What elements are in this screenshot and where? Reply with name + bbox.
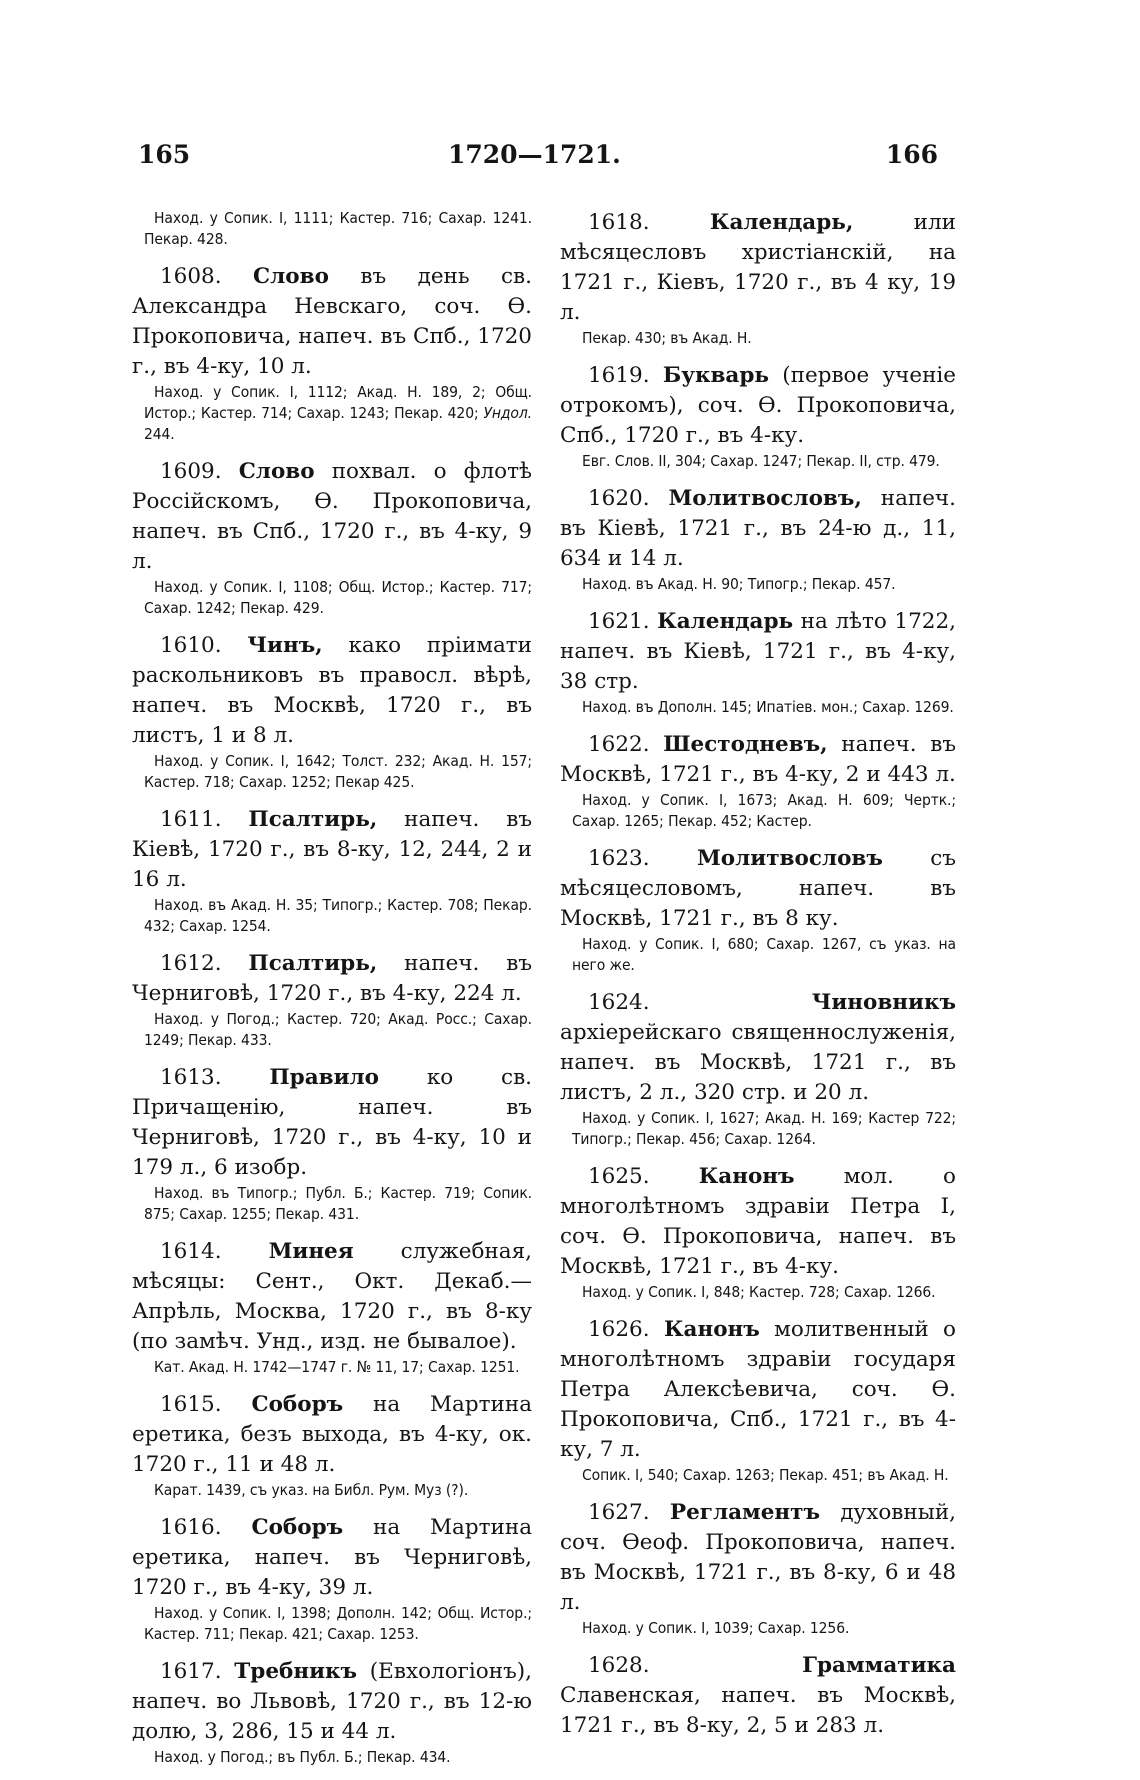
entry-title: Молитвословъ <box>696 846 883 871</box>
entry-1608 <box>132 262 532 445</box>
entry-title: Календарь, <box>709 210 854 235</box>
entry-1611 <box>132 805 532 937</box>
continued-entry <box>132 208 532 250</box>
entry-1619 <box>560 361 956 472</box>
entry-title: Соборъ <box>251 1515 344 1540</box>
entry-1618 <box>560 208 956 349</box>
entry-title: Чиновникъ <box>811 990 956 1015</box>
entry-text: на Мартина еретика, напеч. въ Черниговѣ, 1720 г., въ 4-ку, 39 л. <box>132 1515 533 1600</box>
entry-text: молитвенный о многолѣтномъ здравіи государя Петра Алексѣевича, соч. Ѳ. Прокоповича, Спб., 1721 г., въ 4-ку, 7 л. <box>560 1317 956 1462</box>
entry-title: Слово <box>238 459 315 484</box>
entry-number: 1610. <box>160 633 222 658</box>
entry-number: 1620. <box>588 486 650 511</box>
entry-note: Наход. у Погод.; Кастер. 720; Акад. Росс.; Сахар. 1249; Пекар. 433. <box>144 1010 532 1049</box>
entry-title: Канонъ <box>698 1164 795 1189</box>
entry-title: Соборъ <box>251 1392 344 1417</box>
entry-note: Наход. у Сопик. I, 1111; Кастер. 716; Сахар. 1241. Пекар. 428. <box>144 209 532 248</box>
entry-note: Сопик. I, 540; Сахар. 1263; Пекар. 451; въ Акад. Н. <box>582 1466 949 1484</box>
entry-text: напеч. въ Москвѣ, 1721 г., въ 4-ку, 2 и 443 л. <box>560 732 957 787</box>
entry-title: Шестодневъ, <box>663 732 828 757</box>
entry-1617 <box>132 1657 532 1768</box>
entry-note: Карат. 1439, съ указ. на Библ. Рум. Муз (?). <box>154 1481 469 1499</box>
entry-number: 1612. <box>160 951 222 976</box>
entry-title: Правило <box>269 1065 380 1090</box>
entry-title: Слово <box>253 264 329 289</box>
entry-text: въ день св. Александра Невскаго, соч. Ѳ. Прокоповича, напеч. въ Спб., 1720 г., въ 4-ку, 10 л. <box>132 264 532 379</box>
entry-1624 <box>560 988 956 1150</box>
entry-title: Чинъ, <box>247 633 323 658</box>
entry-1612 <box>132 949 532 1051</box>
entry-text: напеч. въ Черниговѣ, 1720 г., въ 4-ку, 224 л. <box>132 951 532 1006</box>
entry-title: Календарь <box>657 609 794 634</box>
entry-number: 1608. <box>160 264 222 289</box>
entry-1610 <box>132 631 532 793</box>
entry-text: (Евхологіонъ), напеч. во Львовѣ, 1720 г., въ 12-ю долю, 3, 286, 15 и 44 л. <box>132 1659 532 1744</box>
entry-number: 1626. <box>588 1317 650 1342</box>
entry-number: 1627. <box>588 1500 650 1525</box>
entry-text: похвал. о флотѣ Россійскомъ, Ѳ. Прокоповича, напеч. въ Спб., 1720 г., въ 4-ку, 9 л. <box>132 459 532 574</box>
entry-note: Наход. у Сопик. I, 1112; Акад. Н. 189, 2; Общ. Истор.; Кастер. 714; Сахар. 1243; Пекар. 420; <box>144 383 532 422</box>
entry-text: духовный, соч. Ѳеоф. Прокоповича, напеч. въ Москвѣ, 1721 г., въ 8-ку, 6 и 48 л. <box>560 1500 956 1615</box>
entry-note: Наход. у Сопик. I, 680; Сахар. 1267, съ указ. на него же. <box>572 935 956 974</box>
entry-1620 <box>560 484 956 595</box>
entry-number: 1616. <box>160 1515 222 1540</box>
entry-note: Евг. Слов. II, 304; Сахар. 1247; Пекар. II, стр. 479. <box>582 452 940 470</box>
entry-1628 <box>560 1651 956 1741</box>
entry-note-end: 244. <box>144 425 175 443</box>
entry-text: напеч. въ Кіевѣ, 1720 г., въ 8-ку, 12, 244, 2 и 16 л. <box>132 807 532 892</box>
entry-1627 <box>560 1498 956 1639</box>
entry-text: мол. о многолѣтномъ здравіи Петра I, соч. Ѳ. Прокоповича, напеч. въ Москвѣ, 1721 г., въ 4-ку. <box>560 1164 956 1279</box>
entry-1615 <box>132 1390 532 1501</box>
entry-title: Минея <box>268 1239 354 1264</box>
right-column <box>560 208 956 1753</box>
page-number-left: 165 <box>138 140 191 169</box>
entry-note: Наход. у Сопик. I, 1673; Акад. Н. 609; Чертк.; Сахар. 1265; Пекар. 452; Кастер. <box>572 791 956 830</box>
entry-number: 1625. <box>588 1164 650 1189</box>
entry-number: 1615. <box>160 1392 222 1417</box>
left-column <box>132 208 532 1780</box>
entry-text: на лѣто 1722, напеч. въ Кіевѣ, 1721 г., въ 4-ку, 38 стр. <box>560 609 956 694</box>
page-number-right: 166 <box>885 140 938 169</box>
entry-note: Наход. въ Типогр.; Публ. Б.; Кастер. 719; Сопик. 875; Сахар. 1255; Пекар. 431. <box>144 1184 532 1223</box>
entry-title: Канонъ <box>663 1317 760 1342</box>
entry-number: 1613. <box>160 1065 222 1090</box>
entry-note-italic: Ундол. <box>483 404 532 422</box>
entry-number: 1628. <box>588 1653 650 1678</box>
page-header <box>138 140 938 176</box>
entry-1626 <box>560 1315 956 1486</box>
entry-1623 <box>560 844 956 976</box>
entry-text: (первое ученіе отрокомъ), соч. Ѳ. Прокоповича, Спб., 1720 г., въ 4-ку. <box>560 363 956 448</box>
entry-note: Наход. въ Дополн. 145; Ипатіев. мон.; Сахар. 1269. <box>582 698 954 716</box>
entry-1622 <box>560 730 956 832</box>
entry-number: 1617. <box>160 1659 222 1684</box>
entry-text: Славенская, напеч. въ Москвѣ, 1721 г., въ 8-ку, 2, 5 и 283 л. <box>560 1683 956 1738</box>
entry-1625 <box>560 1162 956 1303</box>
entry-note: Наход. у Сопик. I, 1398; Дополн. 142; Общ. Истор.; Кастер. 711; Пекар. 421; Сахар. 1253. <box>144 1604 532 1643</box>
entry-note: Кат. Акад. Н. 1742—1747 г. № 11, 17; Сахар. 1251. <box>154 1358 520 1376</box>
entry-1613 <box>132 1063 532 1225</box>
entry-note: Наход. въ Акад. Н. 35; Типогр.; Кастер. 708; Пекар. 432; Сахар. 1254. <box>144 896 532 935</box>
entry-number: 1623. <box>588 846 650 871</box>
entry-number: 1611. <box>160 807 222 832</box>
entry-text: како пріимати раскольниковъ въ правосл. вѣрѣ, напеч. въ Москвѣ, 1720 г., въ листъ, 1 и 8 л. <box>132 633 532 748</box>
entry-note: Пекар. 430; въ Акад. Н. <box>582 329 752 347</box>
entry-number: 1621. <box>588 609 650 634</box>
entry-title: Букварь <box>662 363 769 388</box>
entry-number: 1614. <box>160 1239 222 1264</box>
entry-title: Грамматика <box>802 1653 956 1678</box>
entry-text: служебная, мѣсяцы: Сент., Окт. Декаб.—Апрѣль, Москва, 1720 г., въ 8-ку (по замѣч. Унд., изд. не бывалое). <box>132 1239 532 1354</box>
entry-note: Наход. въ Акад. Н. 90; Типогр.; Пекар. 457. <box>582 575 896 593</box>
entry-title: Псалтирь, <box>248 951 378 976</box>
entry-number: 1622. <box>588 732 650 757</box>
entry-1609 <box>132 457 532 619</box>
entry-text: на Мартина еретика, безъ выхода, въ 4-ку, ок. 1720 г., 11 и 48 л. <box>132 1392 533 1477</box>
entry-text: архіерейскаго священнослуженія, напеч. въ Москвѣ, 1721 г., въ листъ, 2 л., 320 стр. и 20 л. <box>560 1020 956 1105</box>
entry-text: съ мѣсяцесловомъ, напеч. въ Москвѣ, 1721 г., въ 8 ку. <box>560 846 956 931</box>
entry-number: 1609. <box>160 459 222 484</box>
entry-title: Молитвословъ, <box>668 486 862 511</box>
entry-note: Наход. у Сопик. I, 1627; Акад. Н. 169; Кастер 722; Типогр.; Пекар. 456; Сахар. 1264. <box>572 1109 956 1148</box>
entry-note: Наход. у Сопик. I, 1108; Общ. Истор.; Кастер. 717; Сахар. 1242; Пекар. 429. <box>144 578 532 617</box>
entry-number: 1618. <box>588 210 650 235</box>
entry-text: напеч. въ Кіевѣ, 1721 г., въ 24-ю д., 11, 634 и 14 л. <box>560 486 956 571</box>
entry-note: Наход. у Сопик. I, 1642; Толст. 232; Акад. Н. 157; Кастер. 718; Сахар. 1252; Пекар 425. <box>144 752 532 791</box>
entry-title: Псалтирь, <box>248 807 378 832</box>
entry-1614 <box>132 1237 532 1378</box>
running-head-years: 1720—1721. <box>448 140 621 169</box>
entry-text: ко св. Причащенію, напеч. въ Черниговѣ, 1720 г., въ 4-ку, 10 и 179 л., 6 изобр. <box>132 1065 533 1180</box>
entry-number: 1624. <box>588 990 650 1015</box>
entry-1616 <box>132 1513 532 1645</box>
entry-note: Наход. у Сопик. I, 848; Кастер. 728; Сахар. 1266. <box>582 1283 936 1301</box>
entry-title: Требникъ <box>234 1659 358 1684</box>
entry-title: Регламентъ <box>669 1500 820 1525</box>
entry-text: или мѣсяцесловъ христіанскій, на 1721 г., Кіевъ, 1720 г., въ 4 ку, 19 л. <box>560 210 956 325</box>
entry-note: Наход. у Сопик. I, 1039; Сахар. 1256. <box>582 1619 850 1637</box>
entry-number: 1619. <box>588 363 650 388</box>
entry-1621 <box>560 607 956 718</box>
entry-note: Наход. у Погод.; въ Публ. Б.; Пекар. 434. <box>154 1748 451 1766</box>
